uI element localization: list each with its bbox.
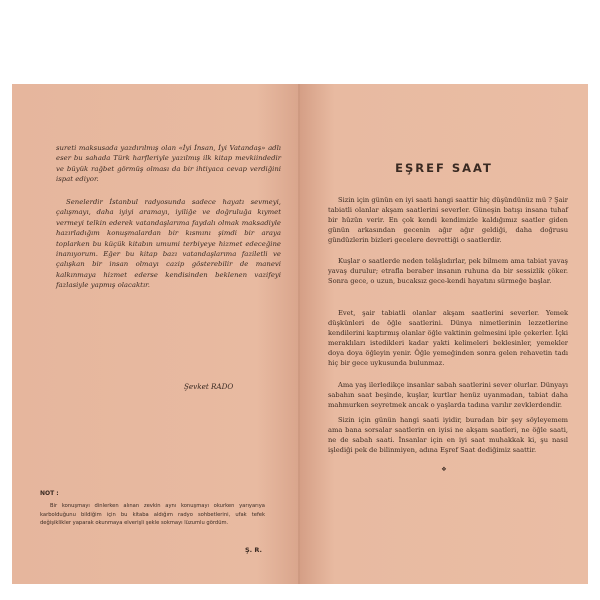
author-signature: Şevket RADO (184, 382, 234, 391)
preface-paragraph-2: Senelerdir İstanbul radyosunda sadece hayatı sevmeyi, çalışmayı, daha iyiyi aramayı, iyiliğe ve doğruluğa kıymet vermeyi telkin ederek vatandaşlarıma faydalı olmak maksadiyle hazırladığım konuşmalardan bir kısmını şimdi bir araya toplarken bu küçük kitabın umumi terbiyeye hizmet edeceğine inanıyorum. Eğer bu kitap bazı vatandaşlarıma faziletli ve çalışkan bir insan olmayı cazip gösterebilir de manevi kalkınmaya hizmet ederse kendisinden beklenen vazifeyi fazlasiyle yapmış olacaktır. (56, 198, 281, 290)
book-spread (12, 84, 588, 584)
preface-paragraph-1: sureti maksusada yazdırılmış olan «İyi İnsan, İyi Vatandaş» adlı eser bu sahada Türk harfleriyle yazılmış ilk kitap mevkiindedir ve büyük rağbet görmüş olması da bir ihtiyaca cevap verdiğini ispat ediyor. (56, 144, 281, 184)
left-page (12, 84, 300, 584)
chapter-paragraph-1: Sizin için günün en iyi saati hangi saattir hiç düşündünüz mü ? Şair tabiatli olanlar akşam saatlerini severler. Güneşin batışı insana tuhaf bir hüzün verir. En çok kendi kendimizle kaldığımız saatler giden günün arkasından gecenin ağır ağır geldiği, daha doğrusu gündüzlerin bizleri gecelere devrettiği o saatlerdir. (328, 196, 568, 244)
note-body: Bir konuşmayı dinlerken alınan zevkin aynı konuşmayı okurken yarıyarıya karbolduğunu bildiğim için bu kitaba aldığım radyo sohbetlerini, ufak tefek değişiklikler yaparak okunmaya elverişli şekle sokmayı lüzumlu gördüm. (40, 503, 265, 527)
right-page (300, 84, 588, 584)
end-ornament-icon: ❖ (441, 466, 447, 473)
author-initials: Ş. R. (245, 546, 263, 554)
chapter-paragraph-5: Sizin için günün hangi saati iyidir, buradan bir şey söyleyemem ama bana sorsalar saatlerin en iyisi ne akşam saatleri, ne öğle saati, ne de sabah saati. İnsanlar için en iyi saat muhakkak ki, şu nasıl işlediği pek de bilinmiyen, adına Eşref Saat dediğimiz saattir. (328, 416, 568, 454)
chapter-paragraph-4: Ama yaş ilerledikçe insanlar sabah saatlerini sever olurlar. Dünyayı sabahın saat beşinde, kuşlar, kurtlar henüz uyanmadan, tabiat daha mahmurken seyretmek ancak o yaşlarda tadına varılır zevklerdendir. (328, 381, 568, 409)
chapter-paragraph-3: Evet, şair tabiatli olanlar akşam saatlerini severler. Yemek düşkünleri de öğle saatlerini. Dünya nimetlerinin lezzetlerine kendilerini kaptırmış olanlar öğle vaktinin gelmesini iple çekerler. İçki meraklıları istedikleri kadar yakti kelimeleri beklesinler, yemekler doya doya öğleyin yenir. Öğle yemeğinden sonra gelen rehavetin tadı hiç bir gece uykusunda bulunmaz. (328, 309, 568, 367)
note-heading: NOT : (40, 490, 59, 497)
chapter-paragraph-2: Kuşlar o saatlerde neden telâşlıdırlar, pek bilmem ama tabiat yavaş yavaş durulur; etrafla beraber insanın ruhuna da bir sessizlik çöker. Sonra gece, o uzun, bucaksız gece-kendi hayatını sürmeğe başlar. (328, 257, 568, 285)
chapter-title: EŞREF SAAT (395, 161, 493, 175)
